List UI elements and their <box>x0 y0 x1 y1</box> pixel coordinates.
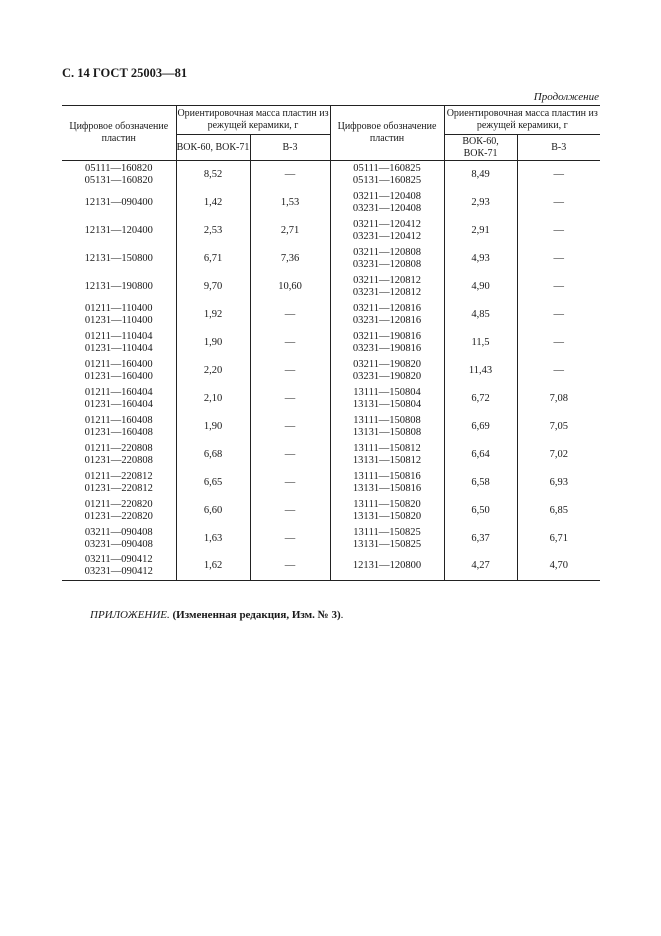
table-row <box>62 357 600 385</box>
table-row <box>62 469 600 497</box>
mass-v3-left: — <box>250 329 330 357</box>
mass-vok-right: 2,93 <box>444 189 517 217</box>
code-cell-left <box>62 189 176 217</box>
subheader-left-vok: ВОК-60, ВОК-71 <box>176 135 250 161</box>
plate-code: 03211—120816 <box>353 302 421 314</box>
mass-v3-right: 6,85 <box>517 497 600 525</box>
table-row <box>62 329 600 357</box>
mass-v3-right: — <box>517 357 600 385</box>
table-row <box>62 189 600 217</box>
plate-code: 01211—220808 <box>84 442 153 454</box>
plate-code: 13111—150816 <box>353 470 421 482</box>
plate-code: 03231—120816 <box>352 314 422 326</box>
mass-v3-right: 7,05 <box>517 413 600 441</box>
plate-code: 01211—160400 <box>84 358 153 370</box>
plate-code: 13111—150812 <box>353 442 421 454</box>
mass-vok-right: 4,27 <box>444 553 517 581</box>
mass-v3-right: 4,70 <box>517 553 600 581</box>
code-cell-left <box>62 329 176 357</box>
subheader-right-v3: В-3 <box>517 135 600 161</box>
table-body <box>62 161 600 581</box>
plate-code: 03231—090408 <box>84 538 153 550</box>
mass-v3-left: — <box>250 413 330 441</box>
code-cell-right <box>330 217 444 245</box>
plate-code: 03211—190820 <box>353 358 421 370</box>
plate-code: 12131—190800 <box>84 280 153 292</box>
code-cell-left <box>62 553 176 581</box>
mass-vok-right: 2,91 <box>444 217 517 245</box>
plate-code: 05111—160825 <box>353 162 421 174</box>
table-row <box>62 497 600 525</box>
table-row <box>62 161 600 189</box>
plate-code: 03211—120412 <box>353 218 421 230</box>
code-cell-right <box>330 301 444 329</box>
plate-code: 13131—150808 <box>352 426 422 438</box>
plate-code: 05111—160820 <box>85 162 153 174</box>
mass-v3-right: 6,93 <box>517 469 600 497</box>
mass-v3-right: 7,02 <box>517 441 600 469</box>
code-cell-left <box>62 497 176 525</box>
mass-v3-left: 10,60 <box>250 273 330 301</box>
page-title: С. 14 ГОСТ 25003—81 <box>62 66 188 80</box>
mass-v3-left: — <box>250 385 330 413</box>
mass-vok-left: 2,10 <box>176 385 250 413</box>
plate-code: 01231—220820 <box>84 510 153 522</box>
plate-code: 12131—090400 <box>84 196 153 208</box>
table-row <box>62 441 600 469</box>
plate-code: 01231—160408 <box>84 426 153 438</box>
code-header-left: Цифровое обозначение пластин <box>62 106 176 161</box>
plate-code: 05131—160820 <box>84 174 153 186</box>
code-cell-left <box>62 357 176 385</box>
plate-code: 12131—120400 <box>84 224 153 236</box>
mass-v3-left: — <box>250 441 330 469</box>
plate-code: 03211—120812 <box>353 274 421 286</box>
plate-code: 01211—110404 <box>85 330 153 342</box>
code-cell-right <box>330 497 444 525</box>
mass-vok-left: 6,68 <box>176 441 250 469</box>
plate-code: 01211—160404 <box>84 386 153 398</box>
mass-v3-left: — <box>250 497 330 525</box>
plate-code: 03231—090412 <box>84 566 153 578</box>
code-cell-right <box>330 161 444 189</box>
plate-code: 03231—190820 <box>352 370 422 382</box>
table-row <box>62 245 600 273</box>
mass-vok-right: 6,58 <box>444 469 517 497</box>
code-cell-right <box>330 189 444 217</box>
plate-code: 05131—160825 <box>352 174 422 186</box>
mass-v3-right: — <box>517 301 600 329</box>
plate-code: 03231—120412 <box>352 230 422 242</box>
code-cell-left <box>62 413 176 441</box>
plate-code: 13111—150804 <box>353 386 421 398</box>
code-cell-left <box>62 441 176 469</box>
mass-vok-right: 6,37 <box>444 525 517 553</box>
plate-code: 03211—120808 <box>353 246 421 258</box>
mass-vok-right: 11,43 <box>444 357 517 385</box>
mass-v3-right: — <box>517 161 600 189</box>
code-cell-right <box>330 413 444 441</box>
plate-code: 13131—150816 <box>352 482 422 494</box>
mass-header-left: Ориентировочная масса пластин из режущей керамики, г <box>176 106 330 135</box>
code-cell-right <box>330 469 444 497</box>
plate-code: 13111—150808 <box>353 414 421 426</box>
plate-code: 03211—090408 <box>84 526 153 538</box>
plate-code: 12131—120800 <box>352 560 422 572</box>
code-cell-right <box>330 441 444 469</box>
code-cell-left <box>62 161 176 189</box>
appendix-label: ПРИЛОЖЕНИЕ. <box>90 609 170 621</box>
mass-v3-right: — <box>517 273 600 301</box>
continuation-label: Продолжение <box>533 91 599 103</box>
mass-vok-left: 1,90 <box>176 329 250 357</box>
code-cell-left <box>62 301 176 329</box>
mass-v3-left: 1,53 <box>250 189 330 217</box>
mass-vok-right: 6,72 <box>444 385 517 413</box>
code-header-right: Цифровое обозначение пластин <box>330 106 444 161</box>
mass-v3-left: 2,71 <box>250 217 330 245</box>
mass-vok-left: 1,90 <box>176 413 250 441</box>
mass-header-right: Ориентировочная масса пластин из режущей керамики, г <box>444 106 600 135</box>
mass-v3-left: — <box>250 301 330 329</box>
plate-code: 03211—090412 <box>84 554 153 566</box>
plate-code: 01231—220808 <box>84 454 153 466</box>
table-row <box>62 525 600 553</box>
plate-code: 03231—120408 <box>352 202 422 214</box>
table-row <box>62 273 600 301</box>
appendix-note <box>90 609 343 621</box>
mass-vok-right: 6,69 <box>444 413 517 441</box>
code-cell-left <box>62 385 176 413</box>
code-cell-left <box>62 245 176 273</box>
mass-vok-left: 6,71 <box>176 245 250 273</box>
mass-vok-left: 2,20 <box>176 357 250 385</box>
mass-v3-left: — <box>250 469 330 497</box>
code-cell-right <box>330 245 444 273</box>
mass-vok-left: 1,92 <box>176 301 250 329</box>
mass-vok-right: 4,85 <box>444 301 517 329</box>
mass-v3-right: — <box>517 189 600 217</box>
code-cell-left <box>62 273 176 301</box>
mass-vok-left: 8,52 <box>176 161 250 189</box>
plate-code: 01211—220812 <box>84 470 153 482</box>
table-row <box>62 217 600 245</box>
code-cell-right <box>330 385 444 413</box>
plate-code: 01231—110400 <box>84 314 153 326</box>
plate-code: 13131—150812 <box>352 454 422 466</box>
subheader-left-v3: В-3 <box>250 135 330 161</box>
code-cell-right <box>330 525 444 553</box>
plate-code: 03231—190816 <box>352 342 422 354</box>
table-row <box>62 413 600 441</box>
table-row <box>62 553 600 581</box>
code-cell-left <box>62 217 176 245</box>
code-cell-right <box>330 329 444 357</box>
amendment-note: (Измененная редакция, Изм. № 3) <box>172 609 341 621</box>
mass-vok-right: 6,64 <box>444 441 517 469</box>
plate-code: 03211—120408 <box>353 190 421 202</box>
mass-v3-left: — <box>250 357 330 385</box>
mass-vok-left: 1,42 <box>176 189 250 217</box>
plate-code: 13111—150820 <box>353 498 421 510</box>
mass-vok-left: 9,70 <box>176 273 250 301</box>
mass-vok-right: 4,93 <box>444 245 517 273</box>
mass-vok-left: 6,60 <box>176 497 250 525</box>
plate-code: 01211—110400 <box>85 302 153 314</box>
plate-code: 13111—150825 <box>353 526 421 538</box>
plate-code: 03231—120808 <box>352 258 422 270</box>
plate-code: 13131—150804 <box>352 398 422 410</box>
code-cell-left <box>62 469 176 497</box>
mass-v3-right: 6,71 <box>517 525 600 553</box>
plate-code: 03211—190816 <box>353 330 421 342</box>
plate-code: 01231—110404 <box>84 342 153 354</box>
plate-code: 01211—220820 <box>84 498 153 510</box>
mass-vok-right: 8,49 <box>444 161 517 189</box>
mass-v3-right: 7,08 <box>517 385 600 413</box>
plate-code: 01231—220812 <box>84 482 153 494</box>
plate-code: 01231—160404 <box>84 398 153 410</box>
mass-v3-left: 7,36 <box>250 245 330 273</box>
mass-vok-left: 2,53 <box>176 217 250 245</box>
mass-v3-right: — <box>517 217 600 245</box>
plate-code: 01211—160408 <box>84 414 153 426</box>
table-row <box>62 301 600 329</box>
mass-vok-right: 6,50 <box>444 497 517 525</box>
appendix-end: . <box>340 609 344 621</box>
code-cell-right <box>330 357 444 385</box>
mass-v3-left: — <box>250 553 330 581</box>
plate-code: 01231—160400 <box>84 370 153 382</box>
mass-vok-left: 1,62 <box>176 553 250 581</box>
code-cell-right <box>330 553 444 581</box>
plate-mass-table <box>62 105 600 581</box>
table-row <box>62 385 600 413</box>
code-cell-left <box>62 525 176 553</box>
mass-v3-left: — <box>250 525 330 553</box>
mass-v3-left: — <box>250 161 330 189</box>
mass-v3-right: — <box>517 245 600 273</box>
plate-code: 13131—150825 <box>352 538 422 550</box>
mass-v3-right: — <box>517 329 600 357</box>
plate-code: 12131—150800 <box>84 252 153 264</box>
mass-vok-left: 6,65 <box>176 469 250 497</box>
plate-code: 13131—150820 <box>352 510 422 522</box>
mass-vok-left: 1,63 <box>176 525 250 553</box>
subheader-right-vok: ВОК-60, ВОК-71 <box>444 135 517 161</box>
code-cell-right <box>330 273 444 301</box>
plate-code: 03231—120812 <box>352 286 422 298</box>
mass-vok-right: 4,90 <box>444 273 517 301</box>
mass-vok-right: 11,5 <box>444 329 517 357</box>
